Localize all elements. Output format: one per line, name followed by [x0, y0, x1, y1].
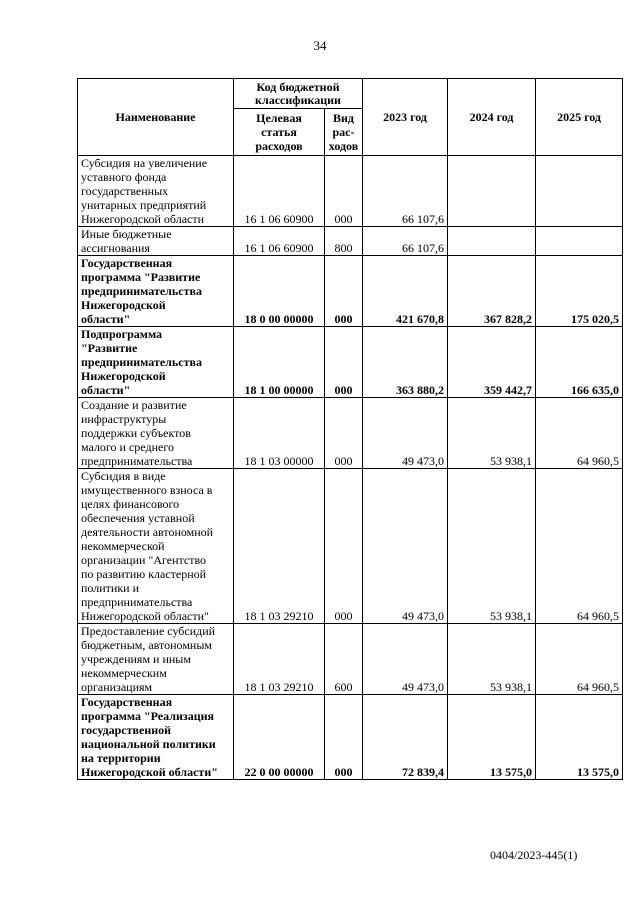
row-target-article: 18 0 00 00000 [234, 256, 325, 327]
row-target-article: 16 1 06 60900 [234, 227, 325, 256]
table-row [78, 227, 623, 256]
row-expense-type: 000 [325, 327, 363, 398]
table-row [78, 695, 623, 780]
row-expense-type: 600 [325, 624, 363, 695]
row-value-2024: 53 938,1 [448, 398, 536, 469]
row-value-2025: 64 960,5 [536, 469, 623, 624]
row-name: Предоставление субсидий бюджетным, автономным учреждениям и иным некоммерческим организациям [78, 624, 234, 695]
row-name: Создание и развитие инфраструктуры поддержки субъектов малого и среднего предпринимательства [78, 398, 234, 469]
table-row [78, 624, 623, 695]
row-target-article: 18 1 03 29210 [234, 624, 325, 695]
row-value-2025: 13 575,0 [536, 695, 623, 780]
row-value-2025: 64 960,5 [536, 624, 623, 695]
row-name: Иные бюджетные ассигнования [78, 227, 234, 256]
row-value-2023: 363 880,2 [363, 327, 448, 398]
header-target-article: Целевая статья расходов [234, 109, 325, 156]
row-value-2023: 421 670,8 [363, 256, 448, 327]
row-value-2024: 359 442,7 [448, 327, 536, 398]
row-value-2024: 13 575,0 [448, 695, 536, 780]
table-row [78, 398, 623, 469]
row-value-2025 [536, 227, 623, 256]
row-value-2023: 49 473,0 [363, 469, 448, 624]
header-name: Наименование [78, 79, 234, 156]
row-target-article: 16 1 06 60900 [234, 156, 325, 227]
row-name: Государственная программа "Реализация государственной национальной политики на территории Нижегородской области" [78, 695, 234, 780]
row-value-2023: 66 107,6 [363, 227, 448, 256]
row-name: Государственная программа "Развитие предпринимательства Нижегородской области" [78, 256, 234, 327]
header-2024: 2024 год [448, 79, 536, 156]
row-target-article: 22 0 00 00000 [234, 695, 325, 780]
document-code: 0404/2023-445(1) [490, 848, 578, 862]
row-expense-type: 000 [325, 156, 363, 227]
row-target-article: 18 1 03 00000 [234, 398, 325, 469]
row-value-2025 [536, 156, 623, 227]
row-expense-type: 000 [325, 398, 363, 469]
row-target-article: 18 1 00 00000 [234, 327, 325, 398]
row-expense-type: 800 [325, 227, 363, 256]
row-name: Субсидия в виде имущественного взноса в целях финансового обеспечения уставной деятельности автономной некоммерческой организации "Агентство по развитию кластерной политики и предпринимательства Нижегородской области" [78, 469, 234, 624]
row-expense-type: 000 [325, 469, 363, 624]
header-2025: 2025 год [536, 79, 623, 156]
row-expense-type: 000 [325, 256, 363, 327]
header-2023: 2023 год [363, 79, 448, 156]
row-name: Субсидия на увеличение уставного фонда государственных унитарных предприятий Нижегородской области [78, 156, 234, 227]
row-value-2025: 175 020,5 [536, 256, 623, 327]
row-value-2024: 367 828,2 [448, 256, 536, 327]
table-body [78, 156, 623, 780]
row-value-2023: 49 473,0 [363, 398, 448, 469]
row-target-article: 18 1 03 29210 [234, 469, 325, 624]
row-value-2023: 72 839,4 [363, 695, 448, 780]
header-code-group: Код бюджетной классификации [234, 79, 363, 109]
table-row [78, 327, 623, 398]
header-expense-type: Вид рас-ходов [325, 109, 363, 156]
budget-table [77, 78, 623, 780]
table-row [78, 256, 623, 327]
row-name: Подпрограмма "Развитие предпринимательства Нижегородской области" [78, 327, 234, 398]
row-value-2024: 53 938,1 [448, 624, 536, 695]
row-value-2024: 53 938,1 [448, 469, 536, 624]
row-value-2024 [448, 227, 536, 256]
row-value-2025: 166 635,0 [536, 327, 623, 398]
row-expense-type: 000 [325, 695, 363, 780]
row-value-2024 [448, 156, 536, 227]
page-number: 34 [313, 38, 327, 53]
table-row [78, 469, 623, 624]
row-value-2023: 66 107,6 [363, 156, 448, 227]
table-row [78, 156, 623, 227]
row-value-2025: 64 960,5 [536, 398, 623, 469]
row-value-2023: 49 473,0 [363, 624, 448, 695]
